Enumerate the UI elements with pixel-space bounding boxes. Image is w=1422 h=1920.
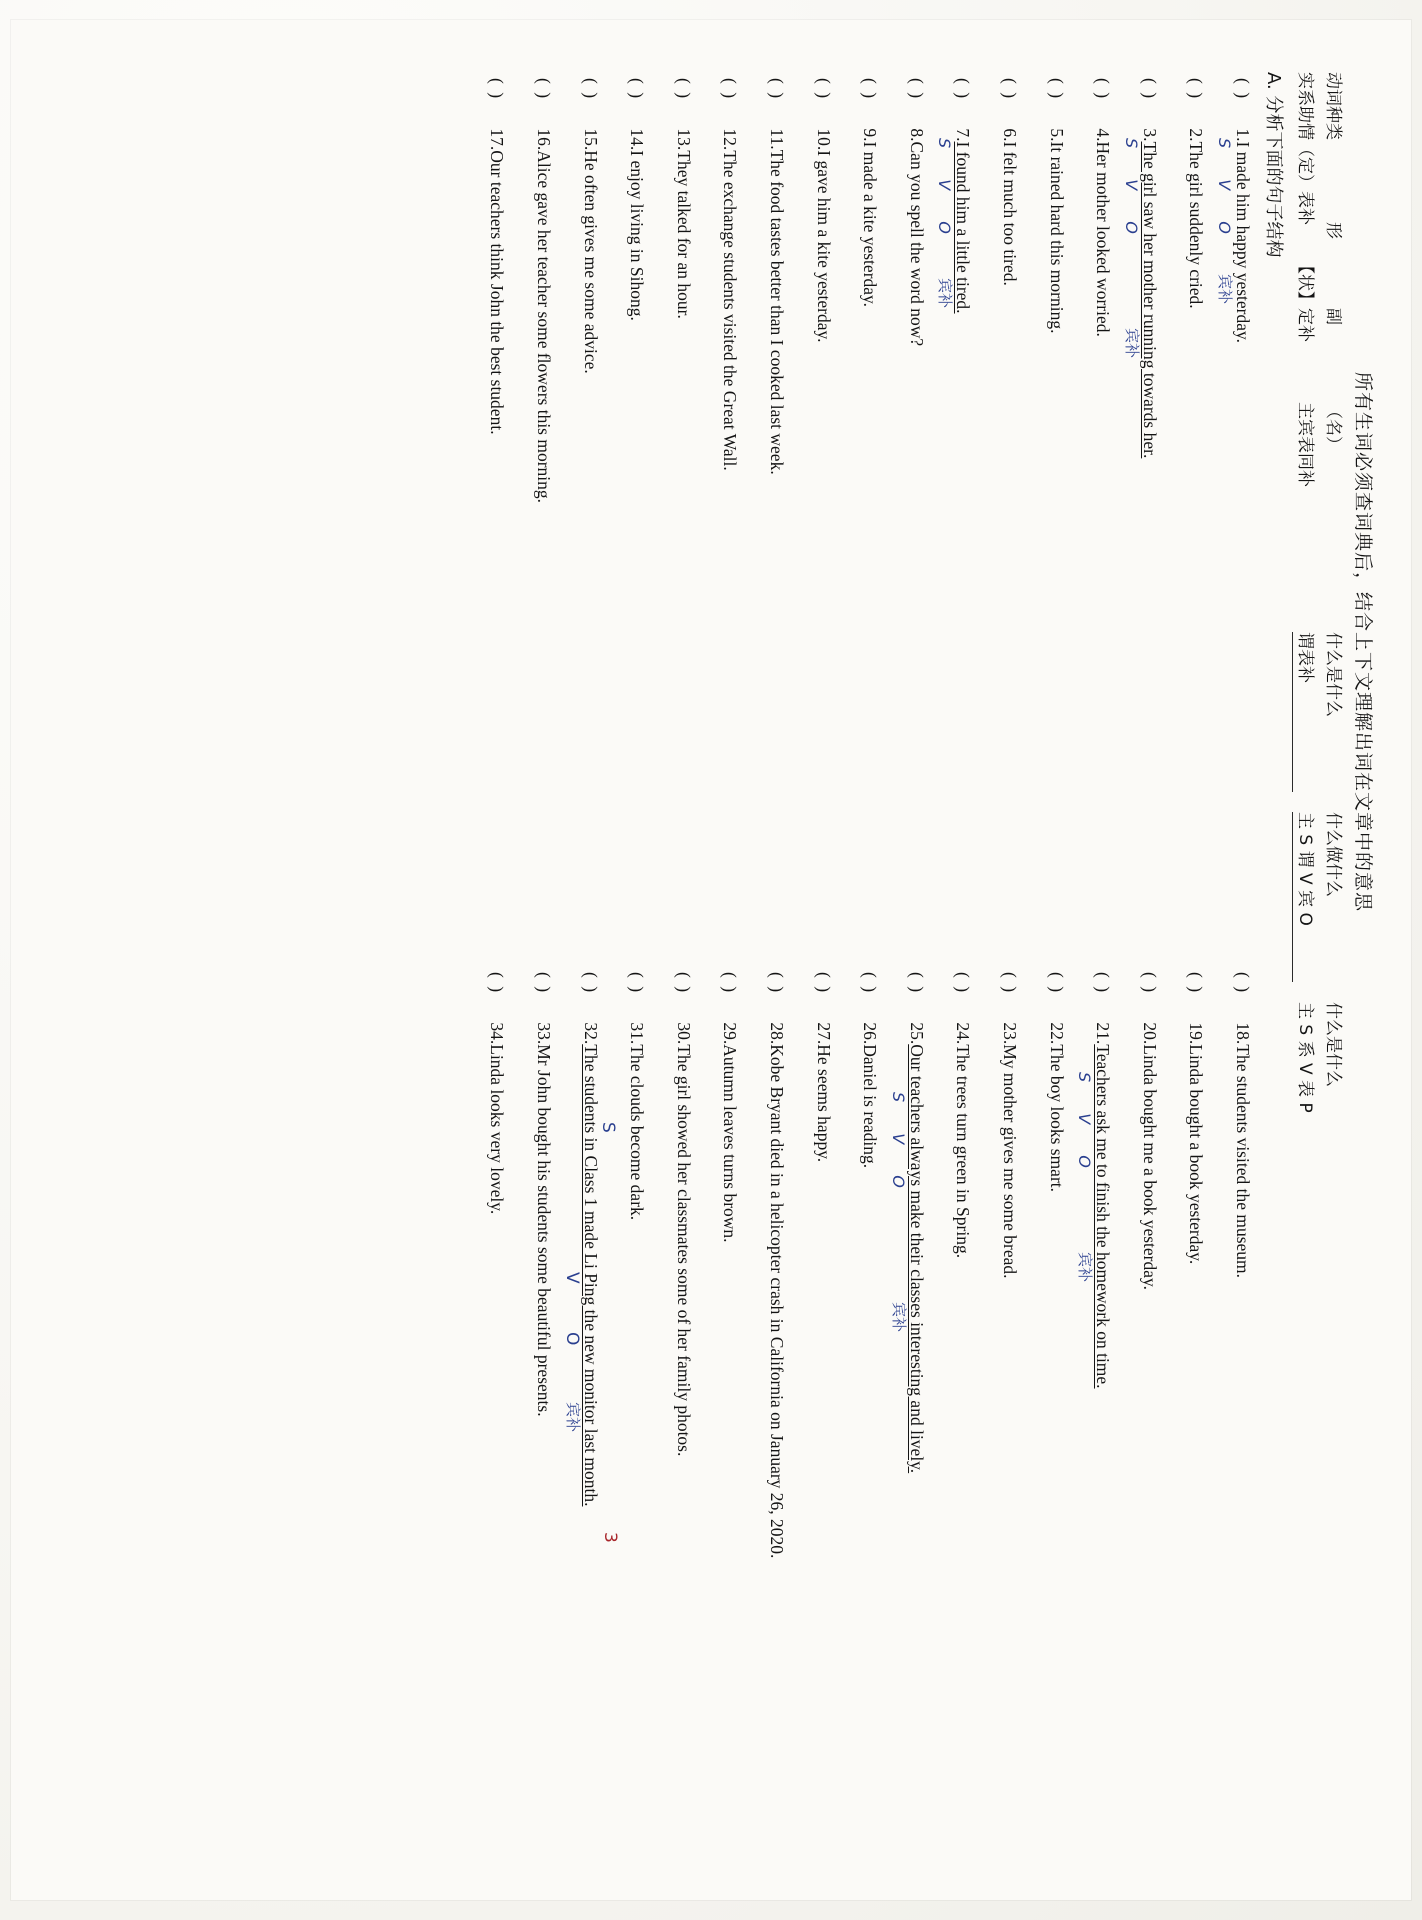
answer-paren[interactable]: ( ) <box>1046 78 1067 101</box>
header-underline-2 <box>1292 812 1293 982</box>
annotation-subject: S <box>597 1122 618 1133</box>
question-number: 1. <box>1232 128 1253 142</box>
question-text: They talked for an hour. <box>673 150 694 319</box>
question-number: 21. <box>1093 1022 1114 1045</box>
annotation-tag: 宾补 <box>1076 1252 1095 1283</box>
annotation-tag: 宾补 <box>1215 274 1234 305</box>
answer-paren[interactable]: ( ) <box>1186 78 1207 101</box>
question-item[interactable] <box>695 972 742 1812</box>
question-number: 4. <box>1093 128 1114 142</box>
question-item[interactable] <box>1161 972 1208 1812</box>
answer-paren[interactable]: ( ) <box>860 78 881 101</box>
question-text: Teachers ask me to finish the homework on time. <box>1093 1044 1114 1389</box>
question-number: 18. <box>1232 1022 1253 1045</box>
question-text: The exchange students visited the Great Wall. <box>720 150 741 471</box>
answer-paren[interactable]: ( ) <box>627 972 648 995</box>
question-number: 8. <box>906 128 927 142</box>
question-text: He seems happy. <box>813 1044 834 1163</box>
header-underline-1 <box>1292 632 1293 792</box>
annotation-svo: S V O <box>1075 1072 1095 1181</box>
question-item[interactable] <box>1021 78 1068 918</box>
annotation-svo: S V O <box>1214 138 1234 247</box>
answer-paren[interactable]: ( ) <box>534 972 555 995</box>
question-number: 25. <box>906 1022 927 1045</box>
question-number: 9. <box>860 128 881 142</box>
question-number: 20. <box>1139 1022 1160 1045</box>
question-text: I made him happy yesterday. <box>1232 141 1253 344</box>
question-item[interactable] <box>648 972 695 1812</box>
answer-paren[interactable]: ( ) <box>580 78 601 101</box>
answer-paren[interactable]: ( ) <box>720 972 741 995</box>
header-col-noun: （名） <box>1323 402 1343 453</box>
question-item[interactable] <box>1207 78 1254 918</box>
header-col-verb-roles: 实系助情（定）表补 <box>1295 72 1315 225</box>
answer-paren[interactable]: ( ) <box>1186 972 1207 995</box>
question-number: 3. <box>1139 128 1160 142</box>
question-item[interactable] <box>508 78 555 918</box>
question-item[interactable] <box>974 972 1021 1812</box>
answer-paren[interactable]: ( ) <box>1139 78 1160 101</box>
question-text: Linda looks very lovely. <box>487 1044 508 1215</box>
question-item[interactable] <box>1114 972 1161 1812</box>
worksheet-header <box>1291 72 1377 1860</box>
answer-paren[interactable]: ( ) <box>813 78 834 101</box>
question-text: The girl showed her classmates some of her family photos. <box>673 1044 694 1457</box>
question-item[interactable] <box>1021 972 1068 1812</box>
question-number: 15. <box>580 128 601 151</box>
header-col-what-is-what-2: 什么是什么 <box>1323 1002 1343 1087</box>
answer-paren[interactable]: ( ) <box>1000 972 1020 995</box>
answer-paren[interactable]: ( ) <box>906 972 927 995</box>
worksheet-sheet <box>11 20 1411 1900</box>
answer-paren[interactable]: ( ) <box>673 78 694 101</box>
answer-paren[interactable]: ( ) <box>627 78 648 101</box>
answer-paren[interactable]: ( ) <box>1000 78 1020 101</box>
question-text: I made a kite yesterday. <box>860 141 881 308</box>
question-item[interactable] <box>741 972 788 1812</box>
question-text: Mr John bought his students some beautiful presents. <box>534 1044 555 1417</box>
header-col-pred-comp: 谓表补 <box>1295 632 1315 683</box>
question-text: I gave him a kite yesterday. <box>813 150 834 343</box>
header-col-adj: 形 <box>1323 222 1343 239</box>
questions-area <box>74 72 1254 1860</box>
question-number: 14. <box>627 128 648 151</box>
questions-column-right <box>462 972 1254 1812</box>
question-number: 6. <box>1000 128 1020 142</box>
answer-paren[interactable]: ( ) <box>767 78 788 101</box>
answer-paren[interactable]: ( ) <box>1093 972 1114 995</box>
question-item[interactable] <box>695 78 742 918</box>
question-text: Linda bought me a book yesterday. <box>1139 1044 1160 1290</box>
question-item[interactable] <box>881 78 928 918</box>
question-number: 28. <box>767 1022 788 1045</box>
question-item[interactable] <box>928 972 975 1812</box>
question-text: The girl saw her mother running towards her. <box>1139 141 1160 459</box>
question-text: Autumn leaves turns brown. <box>720 1044 741 1243</box>
question-number: 10. <box>813 128 834 151</box>
header-col-verb-types: 动词种类 <box>1323 72 1343 140</box>
question-item[interactable] <box>555 972 620 1812</box>
question-item[interactable] <box>1161 78 1208 918</box>
question-number: 2. <box>1186 128 1207 142</box>
question-number: 26. <box>860 1022 881 1045</box>
answer-paren[interactable]: ( ) <box>953 78 974 101</box>
question-text: Linda bought a book yesterday. <box>1186 1044 1207 1265</box>
question-number: 24. <box>953 1022 974 1045</box>
header-col-svo: 主 S 谓 V 宾 O <box>1295 812 1315 926</box>
header-col-what-is-what-1: 什么是什么 <box>1323 632 1343 717</box>
annotation-tag: 宾补 <box>889 1302 908 1333</box>
question-item[interactable] <box>788 972 835 1812</box>
question-item[interactable] <box>1068 78 1115 918</box>
answer-paren[interactable]: ( ) <box>534 78 555 101</box>
question-text: The students in Class 1 made Li Ping the new monitor last month. <box>580 1044 601 1507</box>
question-text: The girl suddenly cried. <box>1186 141 1207 309</box>
answer-paren[interactable]: ( ) <box>720 78 741 101</box>
question-number: 5. <box>1046 128 1067 142</box>
annotation-tag: 宾补 <box>1122 328 1141 359</box>
question-item[interactable] <box>1207 972 1254 1812</box>
question-number: 17. <box>487 128 508 151</box>
question-number: 27. <box>813 1022 834 1045</box>
question-number: 32. <box>580 1022 601 1045</box>
question-number: 33. <box>534 1022 555 1045</box>
question-number: 11. <box>767 128 788 150</box>
questions-column-left <box>462 78 1254 918</box>
question-number: 29. <box>720 1022 741 1045</box>
answer-paren[interactable]: ( ) <box>1139 972 1160 995</box>
question-text: Alice gave her teacher some flowers this morning. <box>534 150 555 504</box>
question-item[interactable] <box>928 78 975 918</box>
answer-paren[interactable]: ( ) <box>1232 972 1253 995</box>
header-title: 所有生词必须查词典后，结合上下文理解出词在文章中的意思 <box>1352 372 1374 913</box>
question-item[interactable] <box>508 972 555 1812</box>
answer-paren[interactable]: ( ) <box>813 972 834 995</box>
question-number: 31. <box>627 1022 648 1045</box>
question-number: 34. <box>487 1022 508 1045</box>
annotation-svo: S V O <box>888 1092 908 1201</box>
question-number: 12. <box>720 128 741 151</box>
answer-paren[interactable]: ( ) <box>767 972 788 995</box>
answer-paren[interactable]: ( ) <box>953 972 974 995</box>
question-text: It rained hard this morning. <box>1046 141 1067 334</box>
question-number: 19. <box>1186 1022 1207 1045</box>
header-col-what-does-what: 什么做什么 <box>1323 812 1343 897</box>
question-item[interactable] <box>974 78 1021 918</box>
annotation-tag: 宾补 <box>563 1402 582 1433</box>
answer-paren[interactable]: ( ) <box>1232 78 1253 101</box>
question-text: I found him a little tired. <box>953 141 974 314</box>
question-text: I felt much too tired. <box>1000 141 1020 286</box>
question-text: My mother gives me some bread. <box>1000 1044 1020 1279</box>
question-item[interactable] <box>835 78 882 918</box>
answer-paren[interactable]: ( ) <box>673 972 694 995</box>
question-number: 22. <box>1046 1022 1067 1045</box>
question-text: Our teachers always make their classes interesting and lively. <box>906 1044 927 1474</box>
answer-paren[interactable]: ( ) <box>1046 972 1067 995</box>
answer-paren[interactable]: ( ) <box>580 972 601 995</box>
header-col-svp: 主 S 系 V 表 P <box>1295 1002 1315 1113</box>
answer-paren[interactable]: ( ) <box>906 78 927 101</box>
question-text: The students visited the museum. <box>1232 1044 1253 1279</box>
question-text: Kobe Bryant died in a helicopter crash in California on January 26, 2020. <box>767 1044 788 1559</box>
question-text: Her mother looked worried. <box>1093 141 1114 337</box>
annotation-svo: S V O <box>1121 138 1141 247</box>
question-number: 30. <box>673 1022 694 1045</box>
question-number: 16. <box>534 128 555 151</box>
annotation-object: O <box>561 1332 582 1346</box>
answer-paren[interactable]: ( ) <box>860 972 881 995</box>
answer-paren[interactable]: ( ) <box>487 972 508 995</box>
answer-paren[interactable]: ( ) <box>487 78 508 101</box>
header-col-adv: 副 <box>1323 308 1343 325</box>
answer-paren[interactable]: ( ) <box>1093 78 1114 101</box>
question-item[interactable] <box>788 78 835 918</box>
question-item[interactable] <box>741 78 788 918</box>
question-number: 7. <box>953 128 974 142</box>
question-item[interactable] <box>1114 78 1161 918</box>
question-text: The food tastes better than I cooked last week. <box>767 149 788 475</box>
question-text: He often gives me some advice. <box>580 150 601 374</box>
header-col-state-comp: 【状】定补 <box>1295 257 1315 342</box>
question-text: Can you spell the word now? <box>906 141 927 347</box>
question-text: The trees turn green in Spring. <box>953 1044 974 1259</box>
question-text: I enjoy living in Sihong. <box>627 150 648 321</box>
question-item[interactable] <box>555 78 602 918</box>
question-text: The clouds become dark. <box>627 1044 648 1221</box>
question-text: Daniel is reading. <box>860 1044 881 1169</box>
question-text: The boy looks smart. <box>1046 1044 1067 1193</box>
question-item[interactable] <box>462 78 509 918</box>
question-number: 13. <box>673 128 694 151</box>
question-item[interactable] <box>462 972 509 1812</box>
header-col-subj-obj-appos: 主宾表同补 <box>1295 402 1315 487</box>
question-item[interactable] <box>602 972 649 1812</box>
question-item[interactable] <box>648 78 695 918</box>
question-item[interactable] <box>602 78 649 918</box>
question-item[interactable] <box>835 972 882 1812</box>
question-text: Our teachers think John the best student. <box>487 150 508 435</box>
question-item[interactable] <box>1068 972 1115 1812</box>
annotation-mark: 3 <box>599 1532 620 1543</box>
section-a-title: A. 分析下面的句子结构 <box>1263 72 1284 258</box>
annotation-svo: S V O <box>935 138 955 247</box>
annotation-tag: 宾补 <box>936 278 955 309</box>
annotation-verb: V <box>561 1272 582 1284</box>
question-item[interactable] <box>881 972 928 1812</box>
question-number: 23. <box>1000 1022 1020 1045</box>
worksheet-paper <box>11 20 1411 1900</box>
